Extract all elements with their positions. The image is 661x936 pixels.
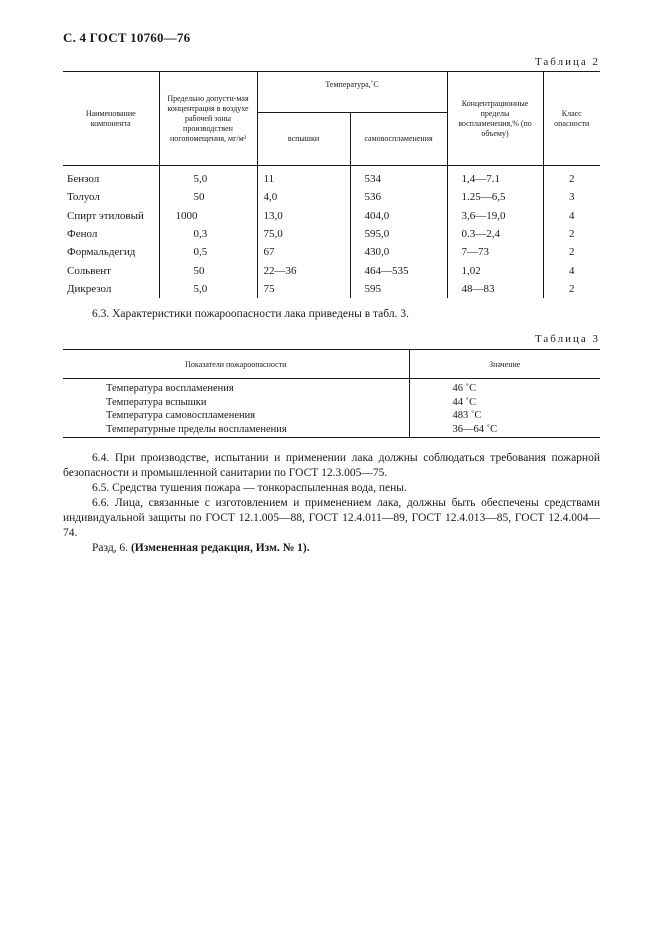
paragraph-6-5	[63, 481, 600, 496]
table2-header-limits: Концентрационные пределы воспламенения,% (по объему)	[447, 72, 543, 166]
cell-concentration: 1000	[159, 207, 257, 225]
cell-flash: 75,0	[257, 225, 350, 243]
cell-limits: 3,6—19,0	[447, 207, 543, 225]
cell-value: 44 ˚С	[409, 395, 600, 409]
cell-limits: 1,02	[447, 261, 543, 279]
cell-class: 2	[543, 166, 600, 189]
table3-header-indicator: Показатели пожароопасности	[63, 350, 409, 379]
cell-limits: 7—73	[447, 243, 543, 261]
cell-value: 36—64 ˚С	[409, 422, 600, 438]
page-header: С. 4 ГОСТ 10760—76	[63, 30, 191, 45]
table-row	[63, 395, 600, 409]
table3-caption: Таблица 3	[534, 333, 600, 345]
cell-self-ignition: 595,0	[350, 225, 447, 243]
cell-name: Бензол	[67, 173, 100, 186]
paragraph-6-4	[63, 451, 600, 481]
cell-class: 2	[543, 225, 600, 243]
cell-name: Сольвент	[67, 264, 111, 277]
paragraph-6-6-text: 6.6. Лица, связанные с изготовлением и применением лака, должны быть обеспечены средствами индивидуальной защиты по ГОСТ 12.1.005—88, ГОСТ 12.4.011—89, ГОСТ 12.4.013—85, ГОСТ 12.4.004—74.	[63, 497, 600, 539]
cell-name: Толуол	[67, 191, 100, 204]
table-row	[63, 188, 600, 206]
cell-concentration: 0,3	[159, 225, 257, 243]
cell-limits: 48—83	[447, 280, 543, 298]
cell-value: 46 ˚С	[409, 379, 600, 395]
cell-name: Формальдегид	[67, 246, 136, 259]
table2-header-flash: вспышки	[257, 113, 350, 166]
cell-flash: 4,0	[257, 188, 350, 206]
table2-header-concentration: Предельно допусти-мая концентрация в воздухе рабочей зоны производствен ногопомещения, мг/м³	[159, 72, 257, 166]
cell-flash: 11	[257, 166, 350, 189]
cell-class: 4	[543, 207, 600, 225]
table-row	[63, 225, 600, 243]
paragraph-6-3: 6.3. Характеристики пожароопасности лака приведены в табл. 3.	[92, 308, 409, 320]
cell-indicator: Температура воспламенения	[106, 383, 234, 394]
table2-header-component: Наименование компонента	[63, 72, 159, 166]
cell-concentration: 5,0	[159, 166, 257, 189]
table2-header-class: Класс опасности	[543, 72, 600, 166]
table2-header-temperature: Температура,˚С	[257, 72, 447, 113]
cell-flash: 67	[257, 243, 350, 261]
table-row	[63, 166, 600, 189]
cell-flash: 75	[257, 280, 350, 298]
section-note-prefix: Разд, 6.	[92, 542, 129, 554]
cell-indicator: Температура самовоспламенения	[106, 410, 256, 421]
cell-concentration: 50	[159, 261, 257, 279]
paragraph-6-6	[63, 496, 600, 541]
table-row	[63, 379, 600, 395]
cell-name: Спирт этиловый	[67, 209, 144, 222]
table-row	[63, 422, 600, 438]
cell-class: 2	[543, 243, 600, 261]
cell-name: Дикрезол	[67, 282, 112, 295]
cell-indicator: Температурные пределы воспламенения	[63, 422, 409, 438]
cell-limits: 0.3—2,4	[447, 225, 543, 243]
cell-concentration: 0,5	[159, 243, 257, 261]
cell-self-ignition: 595	[350, 280, 447, 298]
cell-indicator: Температура вспышки	[106, 396, 207, 408]
cell-class: 4	[543, 261, 600, 279]
paragraph-6-5-text: 6.5. Средства тушения пожара — тонкораспыленная вода, пены.	[92, 482, 407, 494]
table-row	[63, 280, 600, 298]
cell-flash: 13,0	[257, 207, 350, 225]
cell-name: Фенол	[67, 228, 98, 241]
cell-limits: 1.25—6,5	[447, 188, 543, 206]
cell-self-ignition: 536	[350, 188, 447, 206]
cell-self-ignition: 534	[350, 166, 447, 189]
cell-self-ignition: 464—535	[350, 261, 447, 279]
table-row	[63, 261, 600, 279]
table3-header-value: Значение	[409, 350, 600, 379]
table-row	[63, 243, 600, 261]
cell-flash: 22—36	[257, 261, 350, 279]
table2-header-self-ignition: самовоспламенения	[350, 113, 447, 166]
section-note	[63, 541, 600, 556]
cell-concentration: 50	[159, 188, 257, 206]
table3	[63, 349, 600, 438]
cell-limits: 1,4—7.1	[447, 166, 543, 189]
paragraph-6-4-text: 6.4. При производстве, испытании и применении лака должны соблюдаться требования пожарной безопасности и промышленной санитарии по ГОСТ 12.3.005—75.	[63, 452, 600, 479]
cell-self-ignition: 430,0	[350, 243, 447, 261]
table2	[63, 71, 600, 298]
cell-concentration: 5,0	[159, 280, 257, 298]
cell-class: 2	[543, 280, 600, 298]
cell-class: 3	[543, 188, 600, 206]
table-row	[63, 207, 600, 225]
table-row	[63, 408, 600, 422]
section-note-amendment: (Измененная редакция, Изм. № 1).	[130, 542, 310, 554]
cell-self-ignition: 404,0	[350, 207, 447, 225]
table2-caption: Таблица 2	[534, 56, 600, 68]
cell-value: 483 ˚С	[409, 408, 600, 422]
